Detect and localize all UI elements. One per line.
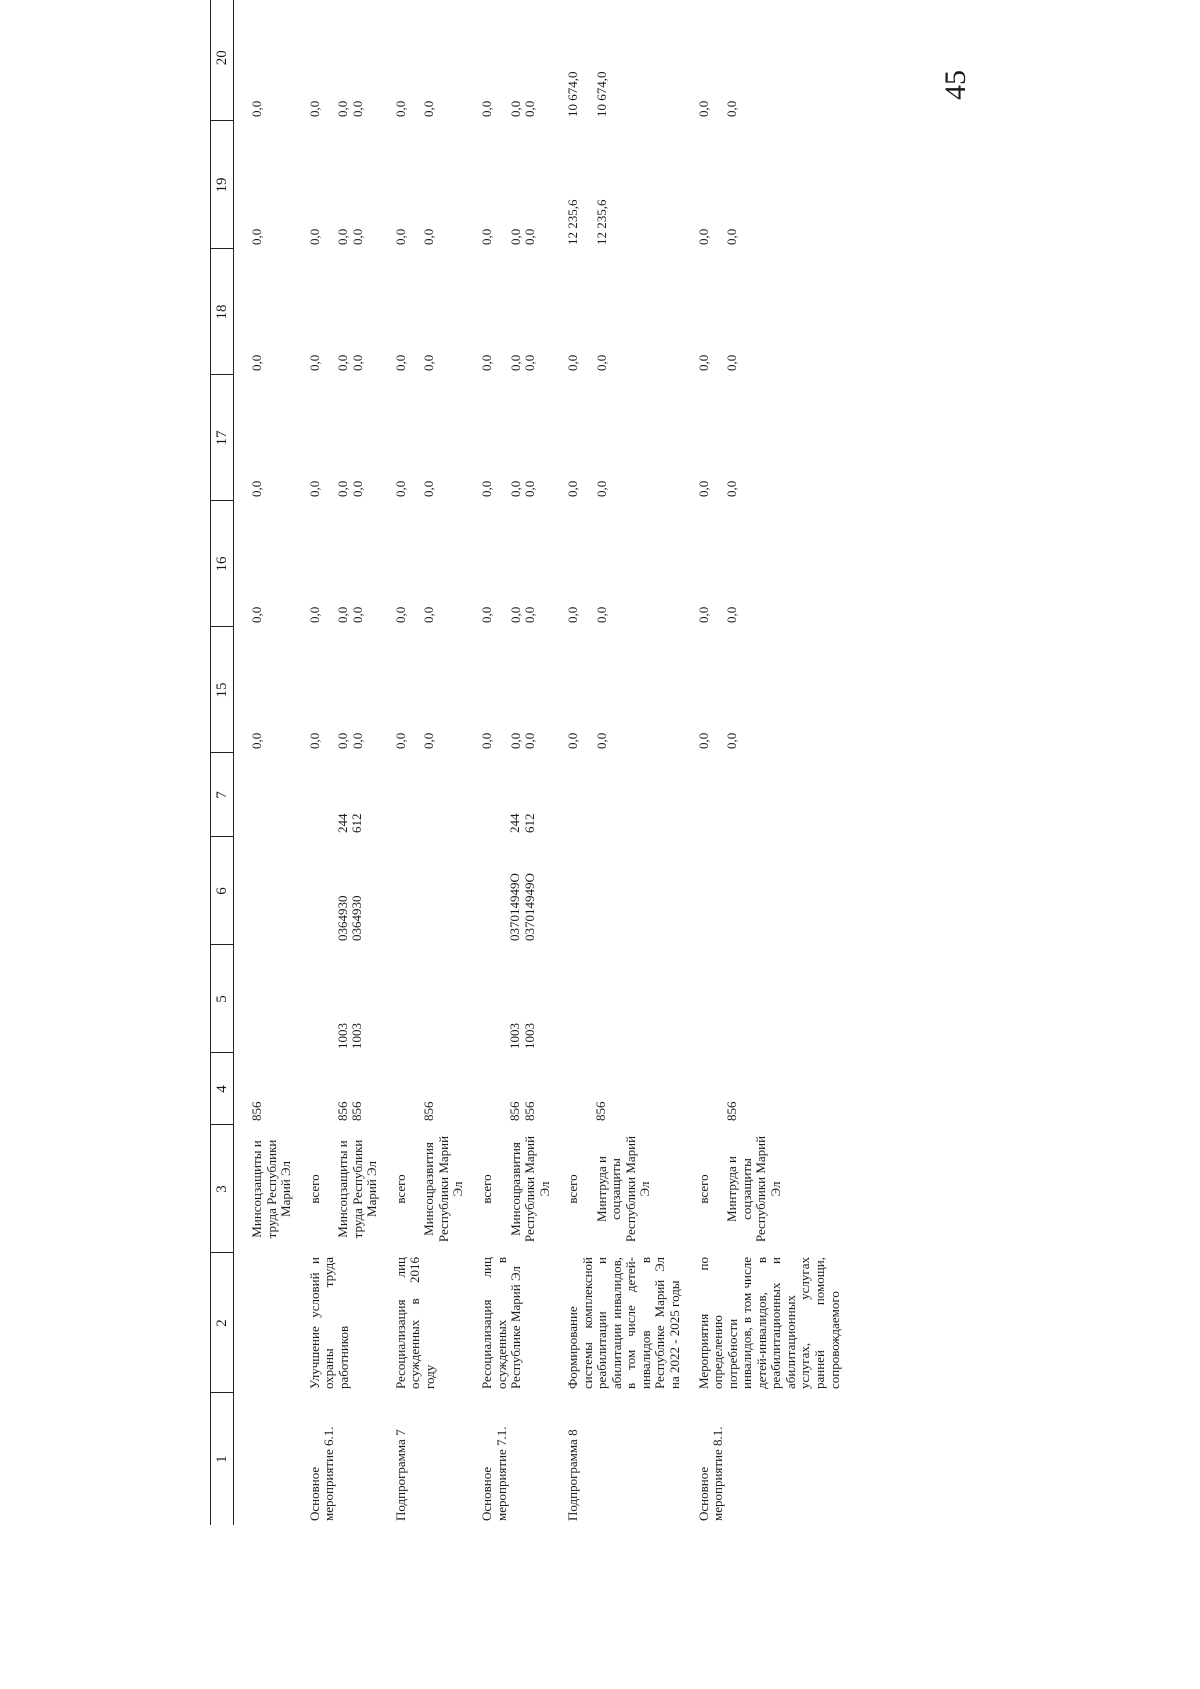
target-code (234, 837, 294, 945)
section-code: 1003 1003 (334, 1023, 365, 1049)
section-code (380, 945, 466, 1053)
target-code (380, 837, 466, 945)
target-code (552, 837, 682, 945)
value-cell: 0,0 0,0 (695, 228, 740, 245)
header-row (211, 0, 234, 1525)
value-cell: 0,0 0,0 (565, 732, 609, 749)
value-cell: 0,0 (249, 606, 264, 623)
budget-table (210, 0, 842, 1525)
grbs-code: 856 856 (334, 1101, 365, 1121)
value-cell: 0,0 0,0 (392, 732, 437, 749)
value-cell: 0,0 0,0 (695, 100, 740, 117)
header-col-3: 3 (211, 1125, 234, 1253)
header-col-6: 6 (211, 837, 234, 945)
section-code (234, 945, 294, 1053)
row-description (234, 1253, 294, 1393)
row-name: Подпрограмма 7 (392, 1429, 408, 1521)
row-responsible (683, 1125, 842, 1253)
value-cell: 0,0 (249, 354, 264, 371)
value-cell: 0,0 0,0 0,0 (306, 606, 365, 623)
value-cell: 0,0 (249, 732, 264, 749)
section-code: 1003 1003 (507, 1023, 537, 1049)
table-row (294, 0, 380, 1525)
header-col-7: 7 (211, 753, 234, 837)
row-name: Основное мероприятие 7.1. (479, 1426, 509, 1521)
value-cell: 0,0 0,0 (565, 606, 609, 623)
value-cell: 0,0 0,0 (695, 480, 740, 497)
total-label: всего (306, 1174, 322, 1204)
row-description: Формирование системы комплексной реабилитации и абилитации инвалидов, в том числе детей-инвалидов в Республике Марий Эл на 2022 - 2025 годы (565, 1257, 683, 1389)
page-number: 45 (939, 70, 972, 100)
responsible-name: Минсоцразвития Республики Марий Эл (507, 1135, 552, 1243)
responsible-name: Минтруда и соцзащиты Республики Марий Эл (593, 1135, 653, 1243)
value-cell: 0,0 0,0 (565, 480, 609, 497)
total-label: всего (695, 1174, 711, 1204)
value-cell: 0,0 0,0 0,0 (479, 100, 538, 117)
row-name (234, 1393, 294, 1525)
value-cell: 12 235,6 12 235,6 (565, 199, 609, 245)
expense-code: 244 612 (334, 813, 365, 833)
total-label: всего (565, 1174, 581, 1204)
table-row (466, 0, 552, 1525)
value-cell: 0,0 0,0 (392, 100, 437, 117)
target-code: 037014949О 037014949О (507, 873, 537, 941)
row-responsible (294, 1125, 380, 1253)
target-code (683, 837, 842, 945)
value-cell: 0,0 0,0 (695, 354, 740, 371)
row-name: Подпрограмма 8 (565, 1429, 581, 1521)
section-code (552, 945, 682, 1053)
header-col-18: 18 (211, 249, 234, 375)
expense-code: 244 612 (507, 813, 537, 833)
table-row (552, 0, 682, 1525)
row-responsible (380, 1125, 466, 1253)
row-name: Основное мероприятие 6.1. (306, 1426, 337, 1521)
section-code (683, 945, 842, 1053)
value-cell: 0,0 0,0 0,0 (306, 100, 365, 117)
value-cell: 0,0 0,0 (392, 480, 437, 497)
value-cell: 0,0 0,0 (392, 354, 437, 371)
value-cell: 0,0 0,0 0,0 (479, 732, 538, 749)
table-row (683, 0, 842, 1525)
grbs-code: 856 (593, 1101, 609, 1121)
expense-code (552, 753, 682, 837)
header-col-17: 17 (211, 375, 234, 501)
value-cell: 0,0 0,0 0,0 (479, 354, 538, 371)
value-cell: 0,0 0,0 (392, 606, 437, 623)
row-responsible (552, 1125, 682, 1253)
value-cell: 0,0 0,0 0,0 (306, 354, 365, 371)
budget-table-sheet (210, 50, 980, 1525)
total-label: всего (392, 1174, 408, 1204)
grbs-code: 856 (420, 1101, 436, 1121)
value-cell: 0,0 (249, 228, 264, 245)
expense-code (683, 753, 842, 837)
target-code: 0364930 0364930 (334, 895, 365, 941)
header-col-20: 20 (211, 0, 234, 121)
value-cell: 0,0 0,0 0,0 (306, 732, 365, 749)
table-row (234, 0, 294, 1525)
value-cell: 0,0 0,0 0,0 (306, 228, 365, 245)
header-col-2: 2 (211, 1253, 234, 1393)
row-responsible: Минсоцзащиты и труда Республики Марий Эл (249, 1139, 294, 1239)
header-col-4: 4 (211, 1053, 234, 1125)
expense-code (234, 753, 294, 837)
header-col-16: 16 (211, 501, 234, 627)
row-description: Ресоциализация лиц осужденных в 2016 году (392, 1257, 437, 1389)
row-responsible (466, 1125, 552, 1253)
value-cell: 0,0 (249, 480, 264, 497)
value-cell: 0,0 0,0 0,0 (479, 228, 538, 245)
row-description: Мероприятия по определению потребности инвалидов, в том числе детей-инвалидов, в реабилитационных и абилитационных услугах, услугах ранней помощи, сопровождаемого (695, 1257, 842, 1389)
total-label: всего (479, 1174, 495, 1204)
header-col-15: 15 (211, 627, 234, 753)
responsible-name: Минсоцразвития Республики Марий Эл (421, 1135, 466, 1243)
table-row (380, 0, 466, 1525)
row-description: Улучшение условий и охраны труда работников (306, 1257, 351, 1389)
value-cell: 0,0 (249, 100, 264, 117)
row-description: Ресоциализация лиц осужденных в Республике Марий Эл (479, 1257, 524, 1389)
value-cell: 0,0 0,0 (695, 606, 740, 623)
header-col-1: 1 (211, 1393, 234, 1525)
value-cell: 0,0 0,0 0,0 (479, 480, 538, 497)
expense-code (380, 753, 466, 837)
responsible-name: Минтруда и соцзащиты Республики Марий Эл (724, 1135, 783, 1243)
grbs-code: 856 (723, 1101, 739, 1121)
value-cell: 10 674,0 10 674,0 (565, 71, 609, 117)
responsible-name: Минсоцзащиты и труда Республики Марий Эл (335, 1139, 380, 1239)
header-col-5: 5 (211, 945, 234, 1053)
grbs-code: 856 (249, 1101, 264, 1121)
value-cell: 0,0 0,0 0,0 (479, 606, 538, 623)
value-cell: 0,0 0,0 0,0 (306, 480, 365, 497)
value-cell: 0,0 0,0 (695, 732, 740, 749)
header-col-19: 19 (211, 121, 234, 249)
grbs-code: 856 856 (507, 1101, 537, 1121)
value-cell: 0,0 0,0 (392, 228, 437, 245)
value-cell: 0,0 0,0 (565, 354, 609, 371)
row-name: Основное мероприятие 8.1. (695, 1426, 726, 1521)
